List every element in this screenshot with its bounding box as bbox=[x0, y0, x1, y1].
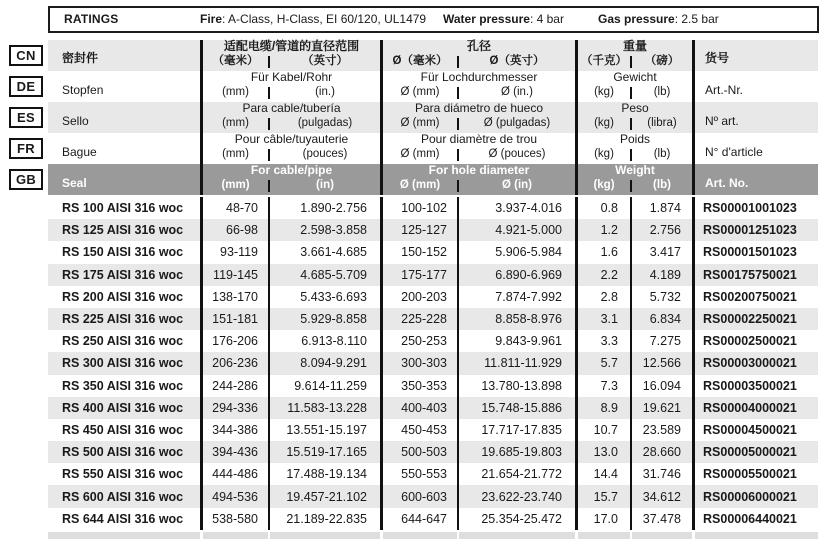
hole-diameter-mm: 550-553 bbox=[380, 463, 457, 485]
article-number: RS00200750021 bbox=[692, 286, 818, 308]
gas-pressure-rating bbox=[598, 8, 719, 31]
table-body bbox=[48, 197, 818, 530]
ratings-title: RATINGS bbox=[64, 12, 119, 26]
hole-diameter-header-group bbox=[380, 71, 575, 102]
cable-pipe-title: Für Kabel/Rohr bbox=[250, 70, 333, 84]
weight-header-group bbox=[575, 102, 692, 133]
seal-name: RS 550 AISI 316 woc bbox=[62, 467, 184, 482]
hole-diameter-in: 17.717-17.835 bbox=[457, 419, 575, 441]
hole-in-unit: Ø (in.) bbox=[501, 86, 533, 98]
hole-diameter-mm: 300-303 bbox=[380, 352, 457, 374]
cable-range-mm: 66-98 bbox=[200, 219, 268, 241]
hole-mm-unit: Ø (mm) bbox=[400, 148, 440, 160]
cable-range-mm: 151-181 bbox=[200, 308, 268, 330]
hole-diameter-header-group bbox=[380, 133, 575, 164]
cable-range-in: 6.913-8.110 bbox=[268, 330, 380, 352]
cable-pipe-header-group bbox=[200, 71, 380, 102]
cable-pipe-title: For cable/pipe bbox=[250, 163, 333, 177]
article-number: RS00002250021 bbox=[692, 308, 818, 330]
hole-diameter-mm: 600-603 bbox=[380, 485, 457, 507]
weight-kg-unit: (kg) bbox=[594, 117, 614, 129]
hole-in-unit: Ø（英寸） bbox=[489, 55, 545, 67]
hole-diameter-mm: 100-102 bbox=[380, 197, 457, 219]
article-number: RS00006440021 bbox=[692, 508, 818, 530]
weight-kg: 2.2 bbox=[575, 264, 630, 286]
cable-mm-unit: (mm) bbox=[222, 148, 249, 160]
hole-diameter-mm: 125-127 bbox=[380, 219, 457, 241]
hole-diameter-mm: 200-203 bbox=[380, 286, 457, 308]
weight-title: Peso bbox=[621, 101, 649, 115]
art-no-header-label: Art. No. bbox=[705, 176, 749, 190]
weight-kg: 1.6 bbox=[575, 241, 630, 263]
cable-range-mm: 294-336 bbox=[200, 397, 268, 419]
header-row bbox=[48, 133, 818, 164]
language-code: CN bbox=[16, 48, 36, 63]
article-number: RS00001001023 bbox=[692, 197, 818, 219]
cable-range-mm: 244-286 bbox=[200, 375, 268, 397]
weight-title: 重量 bbox=[622, 39, 647, 53]
language-code: ES bbox=[17, 110, 35, 125]
language-code: GB bbox=[15, 172, 37, 187]
weight-lb-unit: (lb) bbox=[653, 179, 671, 191]
article-number: RS00006000021 bbox=[692, 485, 818, 507]
weight-lb: 2.756 bbox=[630, 219, 692, 241]
cable-pipe-header-group bbox=[200, 164, 380, 195]
cable-pipe-header-group bbox=[200, 133, 380, 164]
table-row bbox=[48, 485, 818, 507]
language-tag bbox=[9, 169, 43, 190]
hole-diameter-header-group bbox=[380, 164, 575, 195]
table-row bbox=[48, 219, 818, 241]
hole-diameter-header-group bbox=[380, 102, 575, 133]
weight-lb-unit: （磅） bbox=[644, 55, 680, 67]
weight-title: Poids bbox=[619, 132, 651, 146]
cable-range-in: 15.519-17.165 bbox=[268, 441, 380, 463]
seal-name: RS 250 AISI 316 woc bbox=[62, 334, 184, 349]
weight-lb: 16.094 bbox=[630, 375, 692, 397]
water-pressure-rating bbox=[443, 8, 564, 31]
weight-kg: 0.8 bbox=[575, 197, 630, 219]
hole-diameter-in: 11.811-11.929 bbox=[457, 352, 575, 374]
cable-range-in: 19.457-21.102 bbox=[268, 485, 380, 507]
cable-in-unit: (pulgadas) bbox=[297, 117, 353, 129]
article-number: RS00005500021 bbox=[692, 463, 818, 485]
table-row bbox=[48, 308, 818, 330]
article-number: RS00001501023 bbox=[692, 241, 818, 263]
hole-in-unit: Ø (pulgadas) bbox=[483, 117, 551, 129]
fire-rating bbox=[200, 8, 427, 31]
fire-label: Fire bbox=[200, 12, 223, 26]
water-pressure-value: : 4 bar bbox=[529, 12, 564, 26]
cable-range-in: 11.583-13.228 bbox=[268, 397, 380, 419]
weight-kg: 17.0 bbox=[575, 508, 630, 530]
weight-kg: 15.7 bbox=[575, 485, 630, 507]
hole-diameter-in: 7.874-7.992 bbox=[457, 286, 575, 308]
cable-pipe-title: 适配电缆/管道的直径范围 bbox=[223, 39, 360, 53]
hole-diameter-mm: 450-453 bbox=[380, 419, 457, 441]
seal-name: RS 300 AISI 316 woc bbox=[62, 356, 184, 371]
weight-lb: 7.275 bbox=[630, 330, 692, 352]
cable-pipe-title: Pour câble/tuyauterie bbox=[234, 132, 349, 146]
cable-range-mm: 538-580 bbox=[200, 508, 268, 530]
art-no-header-label: Art.-Nr. bbox=[705, 83, 743, 97]
table-row bbox=[48, 241, 818, 263]
gas-pressure-value: : 2.5 bar bbox=[674, 12, 719, 26]
header-row bbox=[48, 40, 818, 71]
language-tag bbox=[9, 107, 43, 128]
hole-diameter-title: Para diámetro de hueco bbox=[414, 101, 544, 115]
cable-range-mm: 138-170 bbox=[200, 286, 268, 308]
seal-name: RS 400 AISI 316 woc bbox=[62, 400, 184, 415]
table-row bbox=[48, 197, 818, 219]
cable-range-in: 17.488-19.134 bbox=[268, 463, 380, 485]
hole-diameter-title: Pour diamètre de trou bbox=[420, 132, 538, 146]
weight-kg: 1.2 bbox=[575, 219, 630, 241]
hole-diameter-in: 6.890-6.969 bbox=[457, 264, 575, 286]
weight-kg: 3.3 bbox=[575, 330, 630, 352]
weight-kg: 2.8 bbox=[575, 286, 630, 308]
hole-diameter-mm: 500-503 bbox=[380, 441, 457, 463]
hole-diameter-in: 9.843-9.961 bbox=[457, 330, 575, 352]
seal-name: RS 450 AISI 316 woc bbox=[62, 422, 184, 437]
header-row bbox=[48, 102, 818, 133]
cable-range-in: 9.614-11.259 bbox=[268, 375, 380, 397]
weight-lb: 37.478 bbox=[630, 508, 692, 530]
weight-lb: 31.746 bbox=[630, 463, 692, 485]
seal-name: RS 175 AISI 316 woc bbox=[62, 267, 184, 282]
cable-range-in: 5.433-6.693 bbox=[268, 286, 380, 308]
table-row bbox=[48, 352, 818, 374]
cable-mm-unit: (mm) bbox=[222, 86, 249, 98]
hole-diameter-mm: 400-403 bbox=[380, 397, 457, 419]
cutoff-row-strip bbox=[48, 532, 818, 539]
article-number: RS00004500021 bbox=[692, 419, 818, 441]
cable-in-unit: (in) bbox=[316, 179, 334, 191]
cable-in-unit: (pouces) bbox=[302, 148, 348, 160]
cable-mm-unit: (mm) bbox=[221, 179, 250, 191]
hole-diameter-in: 13.780-13.898 bbox=[457, 375, 575, 397]
seal-header-label: Bague bbox=[62, 145, 97, 159]
cable-pipe-header-group bbox=[200, 40, 380, 71]
weight-header-group bbox=[575, 40, 692, 71]
hole-diameter-header-group bbox=[380, 40, 575, 71]
article-number: RS00003500021 bbox=[692, 375, 818, 397]
hole-diameter-in: 23.622-23.740 bbox=[457, 485, 575, 507]
weight-kg-unit: (kg) bbox=[593, 179, 615, 191]
language-tag bbox=[9, 138, 43, 159]
weight-lb: 19.621 bbox=[630, 397, 692, 419]
seal-name: RS 600 AISI 316 woc bbox=[62, 489, 184, 504]
cable-range-in: 2.598-3.858 bbox=[268, 219, 380, 241]
weight-lb: 34.612 bbox=[630, 485, 692, 507]
hole-diameter-mm: 175-177 bbox=[380, 264, 457, 286]
weight-kg-unit: （千克） bbox=[581, 55, 627, 67]
weight-kg-unit: (kg) bbox=[594, 148, 614, 160]
hole-in-unit: Ø (in) bbox=[501, 179, 533, 191]
weight-header-group bbox=[575, 133, 692, 164]
header-row bbox=[48, 71, 818, 102]
article-number: RS00001251023 bbox=[692, 219, 818, 241]
language-code: DE bbox=[16, 79, 36, 94]
seal-name: RS 150 AISI 316 woc bbox=[62, 245, 184, 260]
hole-diameter-in: 4.921-5.000 bbox=[457, 219, 575, 241]
hole-mm-unit: Ø (mm) bbox=[400, 86, 440, 98]
cable-pipe-title: Para cable/tubería bbox=[242, 101, 341, 115]
cable-range-mm: 494-536 bbox=[200, 485, 268, 507]
weight-kg: 7.3 bbox=[575, 375, 630, 397]
language-code: FR bbox=[17, 141, 35, 156]
seal-name: RS 100 AISI 316 woc bbox=[62, 201, 184, 216]
weight-lb: 4.189 bbox=[630, 264, 692, 286]
table-row bbox=[48, 375, 818, 397]
seal-header-label: Stopfen bbox=[62, 83, 104, 97]
cable-in-unit: （英寸） bbox=[302, 55, 348, 67]
seal-name: RS 125 AISI 316 woc bbox=[62, 223, 184, 238]
cable-range-in: 4.685-5.709 bbox=[268, 264, 380, 286]
art-no-header-label: 货号 bbox=[705, 51, 730, 65]
table-row bbox=[48, 508, 818, 530]
weight-title: Weight bbox=[615, 163, 655, 177]
seal-name: RS 225 AISI 316 woc bbox=[62, 312, 184, 327]
table-row bbox=[48, 397, 818, 419]
table-row bbox=[48, 330, 818, 352]
table-row bbox=[48, 463, 818, 485]
hole-diameter-in: 15.748-15.886 bbox=[457, 397, 575, 419]
table-row bbox=[48, 286, 818, 308]
weight-kg: 3.1 bbox=[575, 308, 630, 330]
language-tag bbox=[9, 45, 43, 66]
hole-diameter-in: 21.654-21.772 bbox=[457, 463, 575, 485]
hole-diameter-mm: 250-253 bbox=[380, 330, 457, 352]
cable-mm-unit: （毫米） bbox=[212, 55, 259, 67]
table-row bbox=[48, 441, 818, 463]
hole-diameter-mm: 225-228 bbox=[380, 308, 457, 330]
weight-lb: 12.566 bbox=[630, 352, 692, 374]
article-number: RS00002500021 bbox=[692, 330, 818, 352]
article-number: RS00005000021 bbox=[692, 441, 818, 463]
table-row bbox=[48, 264, 818, 286]
cable-in-unit: (in.) bbox=[315, 86, 335, 98]
cable-mm-unit: (mm) bbox=[222, 117, 249, 129]
art-no-header-label: N° d'article bbox=[705, 145, 763, 159]
seal-name: RS 350 AISI 316 woc bbox=[62, 378, 184, 393]
cable-range-in: 5.929-8.858 bbox=[268, 308, 380, 330]
weight-lb: 6.834 bbox=[630, 308, 692, 330]
ratings-bar bbox=[48, 6, 819, 33]
weight-kg: 8.9 bbox=[575, 397, 630, 419]
art-no-header-label: Nº art. bbox=[705, 114, 739, 128]
weight-lb: 28.660 bbox=[630, 441, 692, 463]
hole-diameter-mm: 644-647 bbox=[380, 508, 457, 530]
cable-range-in: 21.189-22.835 bbox=[268, 508, 380, 530]
cable-range-mm: 48-70 bbox=[200, 197, 268, 219]
article-number: RS00003000021 bbox=[692, 352, 818, 374]
cable-range-in: 13.551-15.197 bbox=[268, 419, 380, 441]
weight-header-group bbox=[575, 71, 692, 102]
seal-name: RS 644 AISI 316 woc bbox=[62, 511, 184, 526]
seal-name: RS 200 AISI 316 woc bbox=[62, 289, 184, 304]
hole-mm-unit: Ø（毫米） bbox=[392, 55, 448, 67]
header-row bbox=[48, 164, 818, 195]
hole-diameter-in: 19.685-19.803 bbox=[457, 441, 575, 463]
hole-diameter-in: 3.937-4.016 bbox=[457, 197, 575, 219]
weight-kg: 13.0 bbox=[575, 441, 630, 463]
seal-data-table bbox=[48, 40, 818, 539]
weight-kg-unit: (kg) bbox=[594, 86, 614, 98]
cable-pipe-header-group bbox=[200, 102, 380, 133]
cable-range-mm: 119-145 bbox=[200, 264, 268, 286]
hole-mm-unit: Ø (mm) bbox=[399, 179, 441, 191]
language-tag bbox=[9, 76, 43, 97]
fire-value: : A-Class, H-Class, EI 60/120, UL1479 bbox=[222, 12, 427, 26]
cable-range-in: 1.890-2.756 bbox=[268, 197, 380, 219]
weight-title: Gewicht bbox=[613, 70, 657, 84]
hole-mm-unit: Ø (mm) bbox=[400, 117, 440, 129]
cable-range-mm: 394-436 bbox=[200, 441, 268, 463]
hole-diameter-in: 25.354-25.472 bbox=[457, 508, 575, 530]
weight-lb: 1.874 bbox=[630, 197, 692, 219]
cable-range-mm: 344-386 bbox=[200, 419, 268, 441]
water-pressure-label: Water pressure bbox=[443, 12, 530, 26]
article-number: RS00004000021 bbox=[692, 397, 818, 419]
table-header-rows bbox=[48, 40, 818, 195]
gas-pressure-label: Gas pressure bbox=[598, 12, 675, 26]
seal-header-label: Sello bbox=[62, 114, 89, 128]
weight-lb: 23.589 bbox=[630, 419, 692, 441]
table-row bbox=[48, 419, 818, 441]
weight-lb: 3.417 bbox=[630, 241, 692, 263]
hole-diameter-in: 5.906-5.984 bbox=[457, 241, 575, 263]
seal-header-label: Seal bbox=[62, 176, 87, 190]
hole-diameter-mm: 150-152 bbox=[380, 241, 457, 263]
weight-lb: 5.732 bbox=[630, 286, 692, 308]
weight-lb-unit: (lb) bbox=[653, 86, 671, 98]
weight-kg: 5.7 bbox=[575, 352, 630, 374]
cable-range-in: 8.094-9.291 bbox=[268, 352, 380, 374]
hole-diameter-title: Für Lochdurchmesser bbox=[420, 70, 538, 84]
cable-range-mm: 206-236 bbox=[200, 352, 268, 374]
hole-diameter-title: 孔径 bbox=[466, 39, 491, 53]
hole-diameter-mm: 350-353 bbox=[380, 375, 457, 397]
weight-lb-unit: (libra) bbox=[647, 117, 677, 129]
hole-diameter-in: 8.858-8.976 bbox=[457, 308, 575, 330]
cable-range-in: 3.661-4.685 bbox=[268, 241, 380, 263]
cable-range-mm: 176-206 bbox=[200, 330, 268, 352]
weight-lb-unit: (lb) bbox=[653, 148, 671, 160]
hole-in-unit: Ø (pouces) bbox=[488, 148, 546, 160]
seal-name: RS 500 AISI 316 woc bbox=[62, 445, 184, 460]
hole-diameter-title: For hole diameter bbox=[428, 163, 530, 177]
cable-range-mm: 444-486 bbox=[200, 463, 268, 485]
article-number: RS00175750021 bbox=[692, 264, 818, 286]
seal-header-label: 密封件 bbox=[62, 51, 99, 65]
weight-header-group bbox=[575, 164, 692, 195]
cable-range-mm: 93-119 bbox=[200, 241, 268, 263]
weight-kg: 14.4 bbox=[575, 463, 630, 485]
weight-kg: 10.7 bbox=[575, 419, 630, 441]
